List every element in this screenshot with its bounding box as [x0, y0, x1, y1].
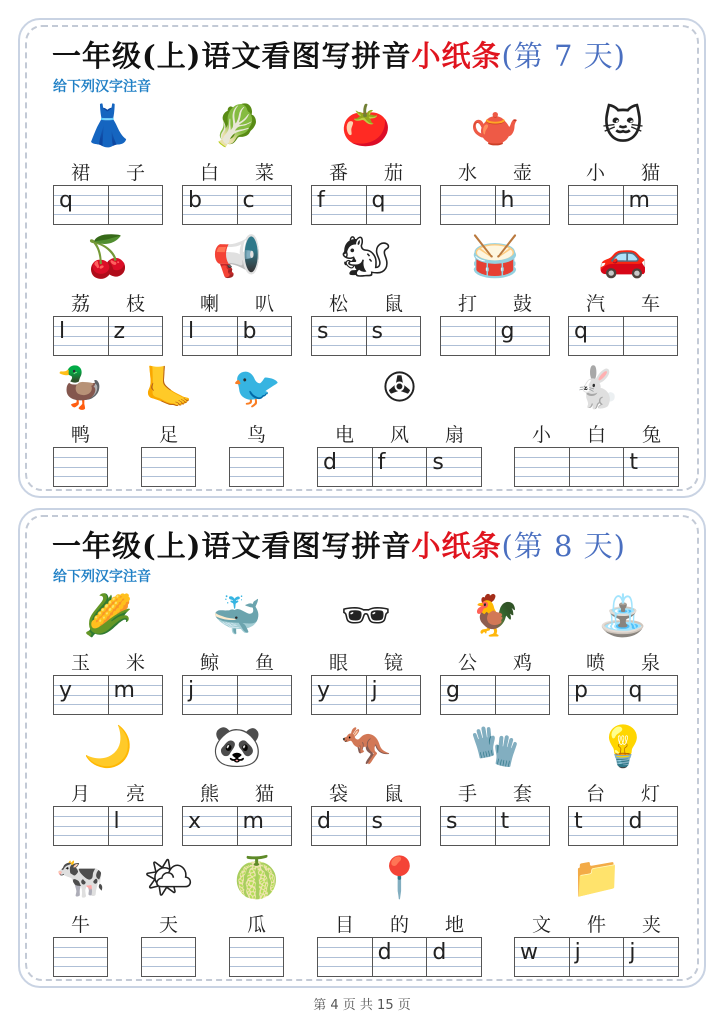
hanzi-char: 枝	[125, 293, 145, 315]
pinyin-initial: d	[432, 940, 447, 965]
hanzi-char: 鼠	[383, 783, 403, 805]
hanzi-char: 汽	[585, 293, 605, 315]
hanzi-char: 月	[70, 783, 90, 805]
hanzi-label	[311, 648, 421, 675]
hanzi-char: 鸟	[246, 424, 266, 446]
pinyin-cell[interactable]	[426, 938, 481, 976]
pinyin-writing-grid[interactable]	[182, 806, 292, 846]
hanzi-char: 茄	[383, 162, 403, 184]
hanzi-char: 喷	[585, 652, 605, 674]
pinyin-writing-grid[interactable]	[568, 185, 678, 225]
pinyin-cell[interactable]	[569, 186, 623, 224]
hanzi-label	[141, 910, 196, 937]
pinyin-cell[interactable]	[495, 676, 550, 714]
hanzi-char: 牛	[70, 914, 90, 936]
hanzi-label	[53, 910, 108, 937]
hanzi-label	[514, 420, 679, 447]
pinyin-writing-grid[interactable]	[53, 316, 163, 356]
pinyin-cell[interactable]	[623, 676, 678, 714]
pinyin-initial: b	[188, 188, 202, 213]
title-highlight: 小纸条	[411, 529, 502, 563]
hanzi-char: 小	[531, 424, 551, 446]
bok-choy-icon: 🥬	[212, 103, 262, 149]
hanzi-label	[317, 910, 482, 937]
car-icon: 🚗	[598, 234, 648, 280]
megaphone-icon: 📢	[212, 234, 262, 280]
hanzi-label	[568, 158, 678, 185]
hanzi-label	[568, 648, 678, 675]
hanzi-label	[182, 289, 292, 316]
tomato-icon: 🍅	[341, 103, 391, 149]
pinyin-writing-grid[interactable]	[311, 316, 421, 356]
pinyin-cell[interactable]	[237, 807, 292, 845]
rabbit-icon: 🐇	[571, 365, 622, 411]
hanzi-char: 打	[457, 293, 477, 315]
pinyin-cell[interactable]	[183, 317, 237, 355]
pinyin-cell[interactable]	[312, 186, 366, 224]
pinyin-cell[interactable]	[54, 807, 108, 845]
hanzi-label	[440, 779, 550, 806]
pinyin-cell[interactable]	[495, 807, 550, 845]
pinyin-cell[interactable]	[623, 938, 678, 976]
dress-icon: 👗	[83, 103, 133, 149]
pinyin-writing-grid[interactable]	[53, 806, 163, 846]
hanzi-char: 镜	[383, 652, 403, 674]
ceiling-fan-icon: ✇	[382, 365, 417, 411]
pinyin-cell[interactable]	[312, 676, 366, 714]
hanzi-char: 泉	[640, 652, 660, 674]
hanzi-char: 兔	[641, 424, 661, 446]
pinyin-cell[interactable]	[318, 448, 372, 486]
pinyin-writing-grid[interactable]	[311, 806, 421, 846]
pinyin-initial: s	[371, 809, 383, 834]
hanzi-char: 公	[457, 652, 477, 674]
hanzi-label	[182, 779, 292, 806]
pinyin-initial: l	[59, 319, 66, 344]
hanzi-char: 眼	[328, 652, 348, 674]
pinyin-cell[interactable]	[623, 448, 678, 486]
page-footer: 第 4 页 共 15 页	[313, 998, 411, 1013]
card-title	[52, 34, 626, 75]
pinyin-initial: q	[59, 188, 73, 213]
hanzi-char: 袋	[328, 783, 348, 805]
pinyin-cell[interactable]	[426, 448, 481, 486]
hanzi-char: 白	[586, 424, 606, 446]
hanzi-char: 米	[125, 652, 145, 674]
fountain-icon: ⛲	[598, 593, 648, 639]
hanzi-char: 白	[199, 162, 219, 184]
hanzi-char: 猫	[254, 783, 274, 805]
pinyin-initial: j	[188, 678, 195, 703]
glasses-icon: 🕶	[340, 593, 392, 639]
pinyin-cell[interactable]	[569, 676, 623, 714]
pinyin-cell[interactable]	[142, 938, 195, 976]
hanzi-char: 灯	[640, 783, 660, 805]
pinyin-cell[interactable]	[623, 317, 678, 355]
moon-icon: 🌙	[83, 724, 133, 770]
hanzi-char: 小	[585, 162, 605, 184]
pinyin-cell[interactable]	[54, 186, 108, 224]
corn-icon: 🌽	[83, 593, 133, 639]
pinyin-initial: m	[113, 678, 135, 703]
pinyin-initial: q	[628, 678, 643, 703]
map-pin-icon: 📍	[374, 855, 425, 901]
hanzi-char: 水	[457, 162, 477, 184]
hanzi-label	[182, 648, 292, 675]
pinyin-writing-grid[interactable]	[182, 316, 292, 356]
pinyin-initial: t	[574, 809, 583, 834]
panda-icon: 🐼	[212, 724, 262, 770]
pinyin-initial: s	[317, 319, 329, 344]
hanzi-char: 菜	[254, 162, 274, 184]
pinyin-writing-grid[interactable]	[440, 316, 550, 356]
pinyin-writing-grid[interactable]	[182, 185, 292, 225]
pinyin-initial: f	[377, 450, 386, 475]
kangaroo-icon: 🦘	[341, 724, 391, 770]
hanzi-char: 叭	[254, 293, 274, 315]
pinyin-cell[interactable]	[108, 676, 163, 714]
title-highlight: 小纸条	[411, 39, 502, 73]
folder-icon: 📁	[571, 855, 622, 901]
pinyin-cell[interactable]	[569, 317, 623, 355]
pinyin-cell[interactable]	[441, 676, 495, 714]
pinyin-writing-grid[interactable]	[311, 675, 421, 715]
pinyin-cell[interactable]	[142, 448, 195, 486]
pinyin-cell[interactable]	[230, 938, 283, 976]
pinyin-writing-grid[interactable]	[53, 937, 108, 977]
pinyin-initial: q	[574, 319, 588, 344]
hanzi-label	[568, 289, 678, 316]
hanzi-char: 玉	[70, 652, 90, 674]
duck-icon: 🦆	[55, 365, 106, 411]
pinyin-writing-grid[interactable]	[568, 316, 678, 356]
pinyin-cell[interactable]	[54, 676, 108, 714]
pinyin-initial: s	[371, 319, 383, 344]
pinyin-initial: l	[113, 809, 120, 834]
pinyin-cell[interactable]	[569, 448, 624, 486]
hanzi-label	[311, 289, 421, 316]
hanzi-char: 喇	[199, 293, 219, 315]
hanzi-char: 松	[328, 293, 348, 315]
hanzi-label	[568, 779, 678, 806]
pinyin-cell[interactable]	[366, 186, 421, 224]
pinyin-initial: b	[242, 319, 257, 344]
pinyin-initial: q	[371, 188, 386, 213]
pinyin-cell[interactable]	[441, 317, 495, 355]
pinyin-cell[interactable]	[108, 317, 163, 355]
hanzi-label	[53, 158, 163, 185]
hanzi-char: 台	[585, 783, 605, 805]
pinyin-cell[interactable]	[237, 317, 292, 355]
title-day: (第 8 天)	[501, 529, 626, 563]
hanzi-label	[440, 648, 550, 675]
pinyin-cell[interactable]	[108, 807, 163, 845]
hanzi-char: 手	[457, 783, 477, 805]
pinyin-cell[interactable]	[237, 186, 292, 224]
hanzi-label	[53, 420, 108, 447]
hanzi-char: 扇	[444, 424, 464, 446]
pinyin-cell[interactable]	[495, 186, 550, 224]
hanzi-label	[53, 289, 163, 316]
pinyin-initial: d	[377, 940, 392, 965]
worksheet-card-day-7	[18, 18, 706, 498]
pinyin-cell[interactable]	[441, 186, 495, 224]
pinyin-cell[interactable]	[54, 938, 107, 976]
rooster-icon: 🐓	[470, 593, 520, 639]
pinyin-writing-grid[interactable]	[317, 447, 482, 487]
hanzi-char: 件	[586, 914, 606, 936]
pinyin-writing-grid[interactable]	[182, 675, 292, 715]
title-main: 一年级(上)语文看图写拼音	[52, 39, 412, 73]
pinyin-initial: f	[317, 188, 325, 213]
hanzi-char: 裙	[70, 162, 90, 184]
pinyin-cell[interactable]	[515, 448, 569, 486]
hanzi-char: 荔	[70, 293, 90, 315]
pinyin-writing-grid[interactable]	[229, 447, 284, 487]
pinyin-cell[interactable]	[623, 186, 678, 224]
instruction-text: 给下列汉字注音	[53, 79, 151, 95]
pinyin-writing-grid[interactable]	[440, 185, 550, 225]
desk-lamp-icon: 💡	[598, 724, 648, 770]
hanzi-char: 风	[389, 424, 409, 446]
hanzi-char: 文	[531, 914, 551, 936]
pinyin-initial: d	[628, 809, 643, 834]
hanzi-label	[229, 420, 284, 447]
pinyin-initial: d	[317, 809, 331, 834]
hanzi-char: 鼠	[383, 293, 403, 315]
hanzi-char: 熊	[199, 783, 219, 805]
feet-icon: 🦶	[143, 365, 194, 411]
pinyin-initial: p	[574, 678, 588, 703]
hanzi-char: 鲸	[199, 652, 219, 674]
pinyin-writing-grid[interactable]	[141, 937, 196, 977]
hanzi-char: 天	[158, 914, 178, 936]
squirrel-icon: 🐿	[340, 234, 392, 280]
pinyin-cell[interactable]	[230, 448, 283, 486]
whale-icon: 🐳	[212, 593, 262, 639]
hanzi-label	[311, 158, 421, 185]
pinyin-cell[interactable]	[366, 676, 421, 714]
hanzi-char: 猫	[640, 162, 660, 184]
pinyin-initial: m	[628, 188, 650, 213]
pinyin-cell[interactable]	[54, 448, 107, 486]
pinyin-initial: z	[113, 319, 126, 344]
pinyin-writing-grid[interactable]	[568, 675, 678, 715]
hanzi-char: 瓜	[246, 914, 266, 936]
hanzi-char: 套	[512, 783, 532, 805]
pinyin-initial: m	[242, 809, 264, 834]
pinyin-initial: c	[242, 188, 255, 213]
pinyin-writing-grid[interactable]	[514, 447, 679, 487]
pinyin-writing-grid[interactable]	[568, 806, 678, 846]
pinyin-cell[interactable]	[569, 938, 624, 976]
pinyin-initial: s	[432, 450, 444, 475]
sky-icon: 🌤	[143, 855, 194, 901]
pinyin-initial: t	[629, 450, 638, 475]
pinyin-cell[interactable]	[183, 186, 237, 224]
pinyin-writing-grid[interactable]	[53, 447, 108, 487]
hanzi-label	[514, 910, 679, 937]
hanzi-char: 鸭	[70, 424, 90, 446]
hanzi-char: 足	[158, 424, 178, 446]
instruction-text: 给下列汉字注音	[53, 569, 151, 585]
hanzi-label	[182, 158, 292, 185]
pinyin-cell[interactable]	[366, 807, 421, 845]
pinyin-cell[interactable]	[366, 317, 421, 355]
pinyin-cell[interactable]	[312, 317, 366, 355]
hanzi-label	[53, 779, 163, 806]
pinyin-initial: g	[446, 678, 460, 703]
hanzi-char: 鱼	[254, 652, 274, 674]
melon-icon: 🍈	[231, 855, 282, 901]
hanzi-label	[440, 158, 550, 185]
pinyin-initial: j	[574, 940, 581, 965]
hanzi-char: 夹	[641, 914, 661, 936]
pinyin-initial: d	[323, 450, 337, 475]
hanzi-char: 地	[444, 914, 464, 936]
pinyin-writing-grid[interactable]	[311, 185, 421, 225]
title-main: 一年级(上)语文看图写拼音	[52, 529, 412, 563]
pinyin-initial: h	[500, 188, 515, 213]
hanzi-char: 亮	[125, 783, 145, 805]
pinyin-cell[interactable]	[54, 317, 108, 355]
pinyin-cell[interactable]	[441, 807, 495, 845]
pinyin-initial: t	[500, 809, 510, 834]
pinyin-initial: y	[317, 678, 331, 703]
pinyin-initial: j	[629, 940, 636, 965]
pinyin-cell[interactable]	[515, 938, 569, 976]
hanzi-char: 壶	[512, 162, 532, 184]
pinyin-cell[interactable]	[495, 317, 550, 355]
pinyin-initial: l	[188, 319, 195, 344]
pinyin-writing-grid[interactable]	[514, 937, 679, 977]
hanzi-label	[53, 648, 163, 675]
pinyin-writing-grid[interactable]	[440, 675, 550, 715]
pinyin-initial: j	[371, 678, 378, 703]
pinyin-writing-grid[interactable]	[440, 806, 550, 846]
cow-icon: 🐄	[55, 855, 106, 901]
pinyin-writing-grid[interactable]	[229, 937, 284, 977]
bird-icon: 🐦	[231, 365, 282, 411]
pinyin-cell[interactable]	[623, 807, 678, 845]
hanzi-char: 番	[328, 162, 348, 184]
hanzi-char: 电	[334, 424, 354, 446]
pinyin-initial: g	[500, 319, 515, 344]
pinyin-initial: x	[188, 809, 202, 834]
hanzi-label	[311, 779, 421, 806]
hanzi-char: 鼓	[512, 293, 532, 315]
pinyin-cell[interactable]	[183, 807, 237, 845]
hanzi-label	[229, 910, 284, 937]
title-day: (第 7 天)	[501, 39, 626, 73]
drum-icon: 🥁	[470, 234, 520, 280]
pinyin-writing-grid[interactable]	[317, 937, 482, 977]
pinyin-cell[interactable]	[372, 448, 427, 486]
pinyin-cell[interactable]	[183, 676, 237, 714]
pinyin-cell[interactable]	[372, 938, 427, 976]
watering-can-icon: 🫖	[470, 103, 520, 149]
pinyin-writing-grid[interactable]	[53, 185, 163, 225]
pinyin-writing-grid[interactable]	[53, 675, 163, 715]
mittens-icon: 🧤	[470, 724, 520, 770]
pinyin-initial: y	[59, 678, 73, 703]
card-title	[52, 524, 626, 565]
worksheet-card-day-8	[18, 508, 706, 988]
pinyin-initial: s	[446, 809, 458, 834]
pinyin-cell[interactable]	[108, 186, 163, 224]
hanzi-char: 子	[125, 162, 145, 184]
pinyin-cell[interactable]	[318, 938, 372, 976]
hanzi-label	[317, 420, 482, 447]
hanzi-char: 目	[334, 914, 354, 936]
hanzi-label	[141, 420, 196, 447]
hanzi-char: 鸡	[512, 652, 532, 674]
pinyin-cell[interactable]	[312, 807, 366, 845]
pinyin-initial: w	[520, 940, 538, 965]
hanzi-label	[440, 289, 550, 316]
hanzi-char: 的	[389, 914, 409, 936]
lychee-icon: 🍒	[83, 234, 133, 280]
cat-icon: 🐱	[602, 103, 644, 149]
hanzi-char: 车	[640, 293, 660, 315]
pinyin-cell[interactable]	[569, 807, 623, 845]
pinyin-cell[interactable]	[237, 676, 292, 714]
pinyin-writing-grid[interactable]	[141, 447, 196, 487]
